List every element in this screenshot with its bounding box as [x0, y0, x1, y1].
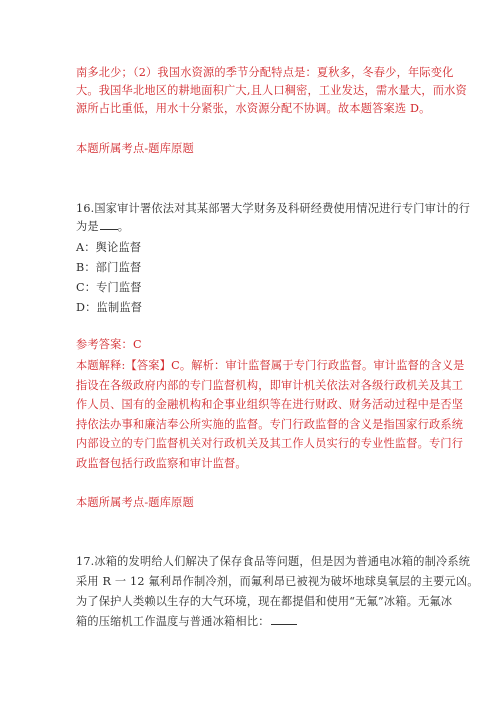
- text-line: 大。我国华北地区的耕地面积广大,且人口稠密，工业发达，需水量大，而水资: [76, 84, 467, 97]
- question-stem: 16.国家审计署依法对其某部署大学财务及科研经费使用情况进行专门审计的行: [76, 202, 471, 215]
- reference-answer: 参考答案：C: [76, 338, 142, 351]
- question-stem-cont: [76, 218, 432, 236]
- prev-answer-explanation: [76, 64, 467, 118]
- option-b: B：部门监督: [76, 261, 142, 274]
- question-17: [76, 552, 479, 632]
- answer-blank: [100, 218, 118, 230]
- question-stem-text: 箱的压缩机工作温度与普通冰箱相比：: [76, 615, 270, 628]
- option-d: D：监制监督: [76, 301, 143, 314]
- question-stem-cont: [76, 612, 432, 632]
- source-text: 本题所属考点-题库原题: [76, 496, 194, 509]
- question-16-source: [76, 494, 432, 512]
- question-stem: 采用 R 一 12 氟利昂作制冷剂，而氟利昂已被视为破坏地球臭氧层的主要元凶。: [76, 575, 479, 588]
- question-stem: 17.冰箱的发明给人们解决了保存食品等问题，但是因为普通电冰箱的制冷系统: [76, 555, 471, 568]
- text-line: 南多北少；（2）我国水资源的季节分配特点是：夏秋多，冬春少，年际变化: [76, 66, 454, 79]
- question-stem: 为了保护人类赖以生存的大气环境，现在都提倡和使用“无氟”冰箱。无氟冰: [76, 595, 453, 608]
- question-16-options: [76, 238, 432, 318]
- text-line: 作人员、国有的金融机构和企事业组织等在进行财政、财务活动过程中是否坚: [76, 398, 464, 412]
- text-line: 指设在各级政府内部的专门监督机构，即审计机关依法对各级行政机关及其工: [76, 378, 464, 392]
- text-line: 源所占比重低，用水十分紧张，水资源分配不协调。故本题答案选 D。: [76, 102, 431, 115]
- question-16: [76, 200, 471, 236]
- option-c: C：专门监督: [76, 281, 142, 294]
- text-line: 内部设立的专门监督机关对行政机关及其工作人员实行的专业性监督。专门行: [76, 437, 464, 451]
- option-a: A：舆论监督: [76, 241, 142, 254]
- question-stem-text: 为是: [76, 220, 99, 233]
- text-line: 持依法办事和廉洁奉公所实施的监督。专门行政监督的含义是指国家行政系统: [76, 417, 464, 431]
- question-stem-end: 。: [117, 220, 130, 233]
- prev-source-label: [76, 140, 432, 158]
- question-16-answer: [76, 336, 432, 354]
- answer-blank: [271, 613, 297, 625]
- text-line: 政监督包括行政监察和审计监督。: [76, 456, 247, 470]
- question-16-explanation: [76, 356, 465, 474]
- source-text: 本题所属考点-题库原题: [76, 142, 194, 155]
- text-line: 本题解释:【答案】C。解析：审计监督属于专门行政监督。审计监督的含义是: [76, 359, 465, 372]
